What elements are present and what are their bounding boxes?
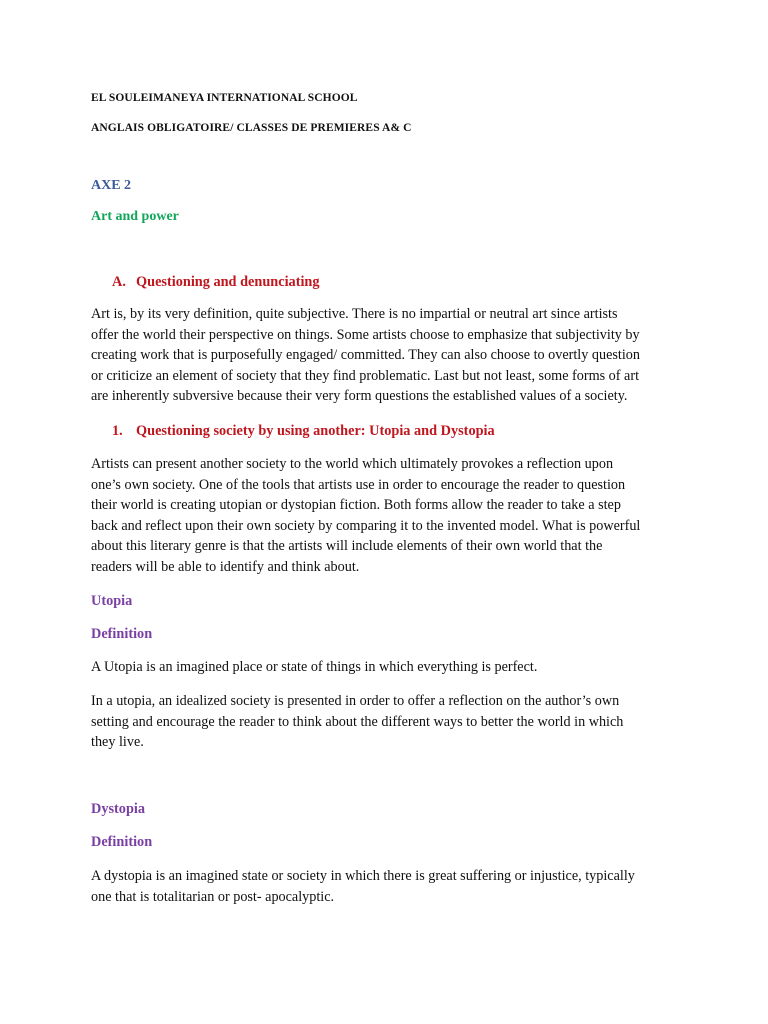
paragraph-line: A dystopia is an imagined state or society in which there is great suffering or injustice, typically (91, 868, 635, 884)
paragraph-line: creating work that is purposefully engaged/ committed. They can also choose to overtly question (91, 347, 640, 364)
paragraph-line: In a utopia, an idealized society is presented in order to offer a reflection on the author’s own (91, 693, 620, 709)
axe-subtitle: Art and power (91, 209, 179, 224)
paragraph-line: offer the world their perspective on things. Some artists choose to emphasize that subjectivity by (91, 326, 640, 343)
section-1-heading (112, 423, 495, 440)
paragraph-line: are inherently subversive because their very form questions the established values of a society. (91, 388, 628, 405)
paragraph-line: about this literary genre is that the artists will include elements of their own world that the (91, 538, 603, 555)
paragraph-line: Artists can present another society to the world which ultimately provokes a reflection upon (91, 456, 614, 472)
section-a-paragraph (91, 304, 683, 407)
axe-label: AXE 2 (91, 178, 132, 193)
dystopia-definition-label: Definition (91, 834, 153, 850)
section-a-heading (112, 274, 320, 291)
section-1-title: Questioning society by using another: Utopia and Dystopia (136, 423, 495, 439)
paragraph-line: back and reflect upon their own society by comparing it to the invented model. What is powerful (91, 517, 641, 534)
utopia-definition: A Utopia is an imagined place or state of things in which everything is perfect. (91, 659, 538, 675)
dystopia-paragraph (91, 866, 683, 907)
class-line: ANGLAIS OBLIGATOIRE/ CLASSES DE PREMIERES A& C (91, 122, 412, 134)
paragraph-line: setting and encourage the reader to think about the different ways to better the world in which (91, 713, 624, 730)
utopia-definition-label: Definition (91, 626, 153, 642)
paragraph-line: one’s own society. One of the tools that artists use in order to encourage the reader to question (91, 476, 626, 493)
section-a-marker: A. (112, 274, 126, 290)
paragraph-line: or criticize an element of society that they find problematic. Last but not least, some forms of art (91, 367, 640, 384)
paragraph-line: their world is creating utopian or dystopian fiction. Both forms allow the reader to take a step (91, 497, 621, 514)
section-1-marker: 1. (112, 423, 123, 439)
dystopia-heading: Dystopia (91, 801, 146, 817)
section-a-title: Questioning and denunciating (136, 274, 320, 290)
paragraph-line: readers will be able to identify and think about. (91, 558, 360, 575)
paragraph-line: one that is totalitarian or post- apocalyptic. (91, 888, 335, 905)
paragraph-line: they live. (91, 734, 144, 751)
utopia-heading: Utopia (91, 593, 133, 609)
school-name: EL SOULEIMANEYA INTERNATIONAL SCHOOL (91, 92, 358, 104)
section-1-paragraph (91, 454, 683, 578)
utopia-paragraph (91, 691, 683, 753)
paragraph-line: Art is, by its very definition, quite subjective. There is no impartial or neutral art since artists (91, 306, 618, 322)
